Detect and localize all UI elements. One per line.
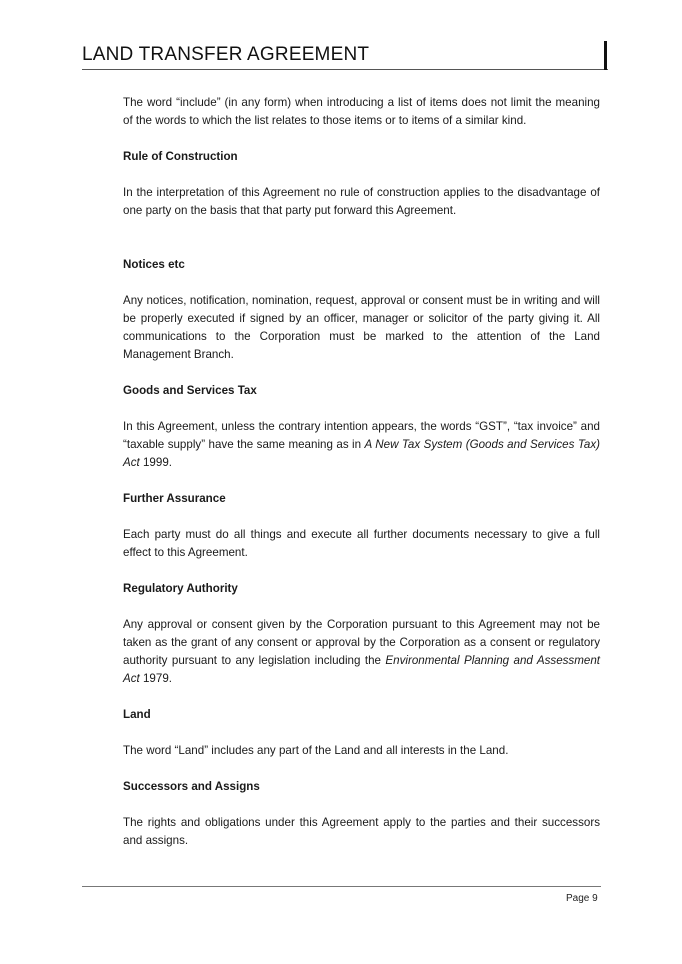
gst-text-start: In this Agreement, unless the contrary intention appears, the words “GST”, “tax invoice” and “taxable supply” have the same meaning as in (123, 420, 600, 451)
gst-act-title: A New Tax System (Goods and Services Tax) Act (123, 438, 600, 469)
paragraph-rule-of-construction: In the interpretation of this Agreement no rule of construction applies to the disadvantage of one party on the basis that that party put forward this Agreement. (123, 186, 600, 217)
paragraph-regulatory-authority (123, 616, 600, 688)
regulatory-act-title: Environmental Planning and Assessment Act (123, 654, 601, 685)
paragraph-land: The word “Land” includes any part of the Land and all interests in the Land. (123, 744, 509, 757)
page-number: Page 9 (566, 893, 598, 904)
header-vertical-bar (604, 41, 607, 70)
gst-text-end: 1999. (139, 456, 172, 469)
footer-divider (82, 886, 601, 887)
heading-land: Land (123, 708, 151, 721)
paragraph-notices: Any notices, notification, nomination, request, approval or consent must be in writing and will be properly executed if signed by an officer, manager or solicitor of the party giving it. All communications to the Corporation must be marked to the attention of the Land Management Branch. (123, 294, 600, 361)
heading-further-assurance: Further Assurance (123, 492, 226, 505)
document-title: LAND TRANSFER AGREEMENT (82, 44, 370, 65)
document-body (123, 94, 600, 850)
regulatory-text-end: 1979. (139, 672, 172, 685)
paragraph-further-assurance: Each party must do all things and execute all further documents necessary to give a full effect to this Agreement. (123, 528, 600, 559)
heading-regulatory-authority: Regulatory Authority (123, 582, 238, 595)
intro-paragraph: The word “include” (in any form) when introducing a list of items does not limit the meaning of the words to which the list relates to those items or to items of a similar kind. (123, 96, 600, 127)
heading-gst: Goods and Services Tax (123, 384, 257, 397)
paragraph-gst (123, 418, 600, 472)
heading-notices: Notices etc (123, 258, 185, 271)
heading-successors-and-assigns: Successors and Assigns (123, 780, 260, 793)
header-divider (82, 69, 608, 70)
heading-rule-of-construction: Rule of Construction (123, 150, 238, 163)
regulatory-text-start: Any approval or consent given by the Corporation pursuant to this Agreement may not be taken as the grant of any consent or approval by the Corporation as a consent or regulatory authority pursuant to any legislation including the (123, 618, 600, 667)
paragraph-successors-and-assigns: The rights and obligations under this Agreement apply to the parties and their successors and assigns. (123, 816, 600, 847)
